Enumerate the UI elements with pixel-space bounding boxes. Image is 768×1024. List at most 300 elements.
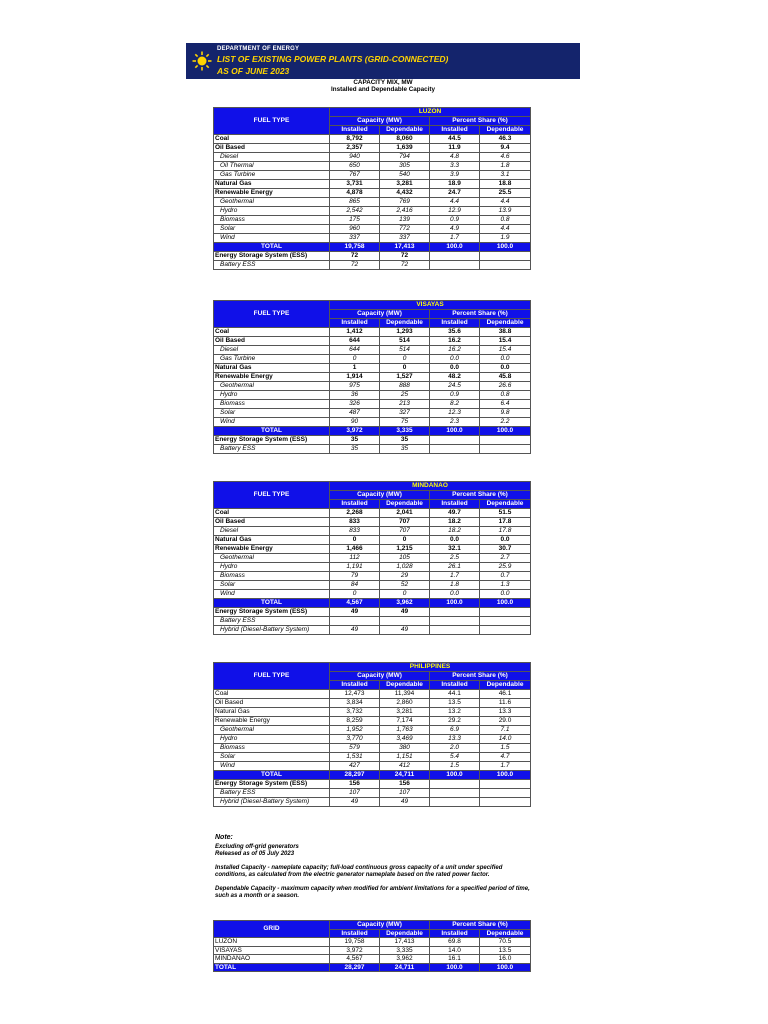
cell-value: 70.5 (480, 938, 531, 947)
cell-value: 1.7 (430, 234, 480, 243)
table-row (214, 382, 531, 391)
cell-value: 0.9 (430, 391, 480, 400)
cell-value (480, 798, 531, 807)
cell-value: 51.5 (480, 509, 531, 518)
table-row (214, 153, 531, 162)
luzon-table (213, 107, 530, 270)
fuel-type-header: FUEL TYPE (214, 663, 330, 690)
cell-value: 15.4 (480, 346, 531, 355)
table-row (214, 536, 531, 545)
cell-value: 2.7 (480, 554, 531, 563)
cell-value: 0 (330, 355, 380, 364)
row-label: Biomass (214, 400, 330, 409)
table-row (214, 735, 531, 744)
row-label: Battery ESS (214, 789, 330, 798)
cell-value: 36 (330, 391, 380, 400)
row-label: Hydro (214, 207, 330, 216)
table-subtitle (186, 79, 580, 93)
cell-value: 24,711 (380, 771, 430, 780)
row-label: Biomass (214, 744, 330, 753)
table-row (214, 364, 531, 373)
dependable-header: Dependable (480, 929, 531, 938)
table-row (214, 946, 531, 955)
table-row (214, 144, 531, 153)
cell-value: 833 (330, 527, 380, 536)
row-label: Energy Storage System (ESS) (214, 608, 330, 617)
cell-value: 412 (380, 762, 430, 771)
cell-value: 46.1 (480, 690, 531, 699)
table-row (214, 216, 531, 225)
dependable-header: Dependable (380, 500, 430, 509)
cell-value: 2,041 (380, 509, 430, 518)
cell-value: 90 (330, 418, 380, 427)
cell-value: 4.9 (430, 225, 480, 234)
capacity-table (213, 662, 531, 807)
table-row (214, 409, 531, 418)
cell-value (480, 780, 531, 789)
cell-value: 156 (330, 780, 380, 789)
row-label: Natural Gas (214, 180, 330, 189)
cell-value: 13.3 (480, 708, 531, 717)
cell-value: 44.1 (430, 690, 480, 699)
cell-value (480, 261, 531, 270)
cell-value: 326 (330, 400, 380, 409)
cell-value: 9.4 (480, 144, 531, 153)
dependable-header: Dependable (380, 126, 430, 135)
cell-value: 3,281 (380, 180, 430, 189)
table-row (214, 608, 531, 617)
cell-value: 24.7 (430, 189, 480, 198)
cell-value: 24,711 (380, 963, 430, 972)
cell-value: 17,413 (380, 243, 430, 252)
cell-value: 5.4 (430, 753, 480, 762)
table-row (214, 328, 531, 337)
cell-value: 0 (380, 590, 430, 599)
cell-value: 79 (330, 572, 380, 581)
cell-value: 2,357 (330, 144, 380, 153)
total-row (214, 599, 531, 608)
region-header: MINDANAO (330, 482, 531, 491)
cell-value: 772 (380, 225, 430, 234)
row-label: Diesel (214, 527, 330, 536)
row-label: TOTAL (214, 427, 330, 436)
cell-value: 46.3 (480, 135, 531, 144)
row-label: TOTAL (214, 963, 330, 972)
installed-header: Installed (430, 319, 480, 328)
cell-value: 19,758 (330, 938, 380, 947)
cell-value: 25.9 (480, 563, 531, 572)
row-label: Wind (214, 234, 330, 243)
table-row (214, 545, 531, 554)
cell-value: 0 (380, 536, 430, 545)
cell-value: 337 (330, 234, 380, 243)
cell-value: 3,335 (380, 946, 430, 955)
cell-value: 0.9 (430, 216, 480, 225)
row-label: Renewable Energy (214, 545, 330, 554)
row-label: Solar (214, 225, 330, 234)
page-date: AS OF JUNE 2023 (217, 66, 290, 76)
table-row (214, 418, 531, 427)
row-label: Renewable Energy (214, 373, 330, 382)
cell-value: 1,639 (380, 144, 430, 153)
cell-value: 100.0 (480, 771, 531, 780)
row-label: Geothermal (214, 554, 330, 563)
row-label: Diesel (214, 346, 330, 355)
table-row (214, 798, 531, 807)
total-row (214, 771, 531, 780)
cell-value (480, 445, 531, 454)
installed-header: Installed (330, 126, 380, 135)
table-row (214, 337, 531, 346)
table-row (214, 436, 531, 445)
capacity-table (213, 481, 531, 635)
cell-value: 4.6 (480, 153, 531, 162)
row-label: Solar (214, 409, 330, 418)
cell-value: 2.3 (430, 418, 480, 427)
installed-header: Installed (430, 126, 480, 135)
row-label: Hybrid (Diesel-Battery System) (214, 626, 330, 635)
cell-value: 11.6 (480, 699, 531, 708)
grid-summary-table (213, 920, 530, 972)
cell-value: 8,792 (330, 135, 380, 144)
cell-value: 28,297 (330, 771, 380, 780)
cell-value: 3,469 (380, 735, 430, 744)
cell-value: 30.7 (480, 545, 531, 554)
table-row (214, 699, 531, 708)
cell-value: 2,268 (330, 509, 380, 518)
cell-value: 0 (330, 590, 380, 599)
cell-value: 1.8 (480, 162, 531, 171)
table-row (214, 780, 531, 789)
table-row (214, 135, 531, 144)
row-label: Gas Turbine (214, 355, 330, 364)
header-banner (186, 43, 580, 79)
cell-value: 1,412 (330, 328, 380, 337)
cell-value: 100.0 (480, 427, 531, 436)
cell-value: 1.9 (480, 234, 531, 243)
cell-value: 100.0 (430, 771, 480, 780)
cell-value (430, 780, 480, 789)
row-label: Geothermal (214, 382, 330, 391)
cell-value: 100.0 (430, 427, 480, 436)
row-label: TOTAL (214, 599, 330, 608)
row-label: Coal (214, 509, 330, 518)
row-label: Oil Based (214, 699, 330, 708)
cell-value: 327 (380, 409, 430, 418)
cell-value: 540 (380, 171, 430, 180)
cell-value: 865 (330, 198, 380, 207)
table-row (214, 744, 531, 753)
cell-value: 49 (330, 798, 380, 807)
installed-header: Installed (430, 500, 480, 509)
cell-value: 337 (380, 234, 430, 243)
cell-value: 35 (380, 436, 430, 445)
notes-line2: Released as of 05 July 2023 (215, 851, 295, 857)
cell-value: 35 (330, 445, 380, 454)
cell-value: 2,860 (380, 699, 430, 708)
row-label: Battery ESS (214, 445, 330, 454)
table-row (214, 355, 531, 364)
cell-value: 17,413 (380, 938, 430, 947)
cell-value: 0.0 (430, 364, 480, 373)
row-label: Hybrid (Diesel-Battery System) (214, 798, 330, 807)
cell-value: 1,531 (330, 753, 380, 762)
table-row (214, 617, 531, 626)
visayas-table (213, 300, 530, 454)
cell-value: 7.1 (480, 726, 531, 735)
cell-value: 84 (330, 581, 380, 590)
cell-value: 644 (330, 346, 380, 355)
total-row (214, 243, 531, 252)
grid-header: GRID (214, 921, 330, 938)
table-row (214, 762, 531, 771)
row-label: Oil Based (214, 337, 330, 346)
cell-value: 28,297 (330, 963, 380, 972)
cell-value: 2.5 (430, 554, 480, 563)
cell-value: 29.0 (480, 717, 531, 726)
cell-value: 1.3 (480, 581, 531, 590)
cell-value: 0.0 (430, 355, 480, 364)
grid-table (213, 920, 531, 972)
row-label: Wind (214, 590, 330, 599)
cell-value: 2.2 (480, 418, 531, 427)
cell-value: 487 (330, 409, 380, 418)
cell-value: 0.0 (430, 536, 480, 545)
cell-value: 650 (330, 162, 380, 171)
cell-value: 25 (380, 391, 430, 400)
table-row (214, 626, 531, 635)
cell-value: 1.8 (430, 581, 480, 590)
cell-value: 3,731 (330, 180, 380, 189)
cell-value: 45.8 (480, 373, 531, 382)
cell-value: 0 (330, 536, 380, 545)
cell-value (430, 252, 480, 261)
cell-value: 4.7 (480, 753, 531, 762)
cell-value: 11.9 (430, 144, 480, 153)
cell-value: 3,962 (380, 955, 430, 964)
cell-value: 25.5 (480, 189, 531, 198)
cell-value (430, 436, 480, 445)
cell-value: 14.0 (430, 946, 480, 955)
cell-value: 0.8 (480, 391, 531, 400)
cell-value: 833 (330, 518, 380, 527)
cell-value: 0.8 (480, 216, 531, 225)
cell-value: 105 (380, 554, 430, 563)
cell-value: 13.9 (480, 207, 531, 216)
table-row (214, 581, 531, 590)
row-label: Renewable Energy (214, 717, 330, 726)
cell-value (430, 445, 480, 454)
cell-value: 29 (380, 572, 430, 581)
cell-value: 35.6 (430, 328, 480, 337)
cell-value: 8,060 (380, 135, 430, 144)
share-header: Percent Share (%) (430, 310, 531, 319)
cell-value: 644 (330, 337, 380, 346)
table-row (214, 938, 531, 947)
cell-value: 38.8 (480, 328, 531, 337)
cell-value: 1.7 (480, 762, 531, 771)
region-header: PHILIPPINES (330, 663, 531, 672)
cell-value: 0.0 (480, 590, 531, 599)
cell-value: 100.0 (430, 599, 480, 608)
row-label: MINDANAO (214, 955, 330, 964)
cell-value: 0 (380, 355, 430, 364)
row-label: Geothermal (214, 198, 330, 207)
cell-value (430, 789, 480, 798)
cell-value: 72 (330, 261, 380, 270)
cell-value (430, 261, 480, 270)
row-label: Natural Gas (214, 708, 330, 717)
table-row (214, 690, 531, 699)
row-label: Biomass (214, 216, 330, 225)
department-name: DEPARTMENT OF ENERGY (217, 46, 300, 52)
cell-value: 16.2 (430, 337, 480, 346)
row-label: Battery ESS (214, 261, 330, 270)
cell-value: 49 (380, 608, 430, 617)
cell-value: 100.0 (480, 963, 531, 972)
cell-value: 2,542 (330, 207, 380, 216)
cell-value: 13.2 (430, 708, 480, 717)
cell-value: 975 (330, 382, 380, 391)
cell-value: 49.7 (430, 509, 480, 518)
cell-value: 0.7 (480, 572, 531, 581)
cell-value: 1,763 (380, 726, 430, 735)
cell-value (430, 617, 480, 626)
cell-value: 0.0 (480, 364, 531, 373)
installed-header: Installed (330, 500, 380, 509)
cell-value: 49 (330, 626, 380, 635)
cell-value: 107 (380, 789, 430, 798)
capacity-header: Capacity (MW) (330, 491, 430, 500)
page-title: LIST OF EXISTING POWER PLANTS (GRID-CONNECTED) (217, 54, 449, 64)
installed-header: Installed (430, 681, 480, 690)
cell-value: 769 (380, 198, 430, 207)
table-row (214, 563, 531, 572)
cell-value: 579 (330, 744, 380, 753)
cell-value: 1,191 (330, 563, 380, 572)
cell-value: 3,335 (380, 427, 430, 436)
installed-header: Installed (430, 929, 480, 938)
cell-value: 4.4 (480, 225, 531, 234)
cell-value: 13.5 (430, 699, 480, 708)
table-row (214, 391, 531, 400)
cell-value (430, 608, 480, 617)
table-row (214, 346, 531, 355)
dependable-header: Dependable (380, 319, 430, 328)
capacity-header: Capacity (MW) (330, 310, 430, 319)
cell-value: 72 (330, 252, 380, 261)
row-label: Geothermal (214, 726, 330, 735)
row-label: Solar (214, 753, 330, 762)
cell-value: 6.9 (430, 726, 480, 735)
cell-value: 100.0 (430, 963, 480, 972)
total-row (214, 427, 531, 436)
cell-value: 100.0 (480, 599, 531, 608)
cell-value (480, 626, 531, 635)
row-label: Wind (214, 762, 330, 771)
row-label: Energy Storage System (ESS) (214, 780, 330, 789)
cell-value: 72 (380, 252, 430, 261)
cell-value: 3.9 (430, 171, 480, 180)
row-label: Hydro (214, 735, 330, 744)
cell-value: 4.4 (430, 198, 480, 207)
dependable-header: Dependable (480, 681, 531, 690)
share-header: Percent Share (%) (430, 117, 531, 126)
cell-value: 707 (380, 527, 430, 536)
cell-value: 49 (380, 626, 430, 635)
dependable-definition: Dependable Capacity - maximum capacity when modified for ambient limitations for a specified period of time, such as a month or a season. (215, 885, 530, 899)
cell-value: 26.1 (430, 563, 480, 572)
cell-value: 18.2 (430, 518, 480, 527)
cell-value: 427 (330, 762, 380, 771)
cell-value: 7,174 (380, 717, 430, 726)
cell-value: 707 (380, 518, 430, 527)
cell-value: 1.5 (480, 744, 531, 753)
table-row (214, 726, 531, 735)
cell-value: 107 (330, 789, 380, 798)
table-row (214, 225, 531, 234)
row-label: Gas Turbine (214, 171, 330, 180)
cell-value: 3,972 (330, 946, 380, 955)
philippines-table (213, 662, 530, 807)
dependable-header: Dependable (480, 126, 531, 135)
dependable-header: Dependable (380, 681, 430, 690)
doe-logo-icon (192, 51, 212, 71)
cell-value: 35 (380, 445, 430, 454)
table-row (214, 554, 531, 563)
table-row (214, 162, 531, 171)
cell-value: 767 (330, 171, 380, 180)
dependable-header: Dependable (380, 929, 430, 938)
cell-value: 3,972 (330, 427, 380, 436)
cell-value: 17.8 (480, 527, 531, 536)
cell-value: 100.0 (430, 243, 480, 252)
row-label: Battery ESS (214, 617, 330, 626)
cell-value: 4,567 (330, 955, 380, 964)
cell-value: 175 (330, 216, 380, 225)
cell-value: 1,028 (380, 563, 430, 572)
row-label: Diesel (214, 153, 330, 162)
cell-value: 0.0 (480, 355, 531, 364)
capacity-table (213, 300, 531, 454)
cell-value: 35 (330, 436, 380, 445)
cell-value (480, 252, 531, 261)
table-row (214, 753, 531, 762)
cell-value (330, 617, 380, 626)
table-row (214, 955, 531, 964)
cell-value: 0.0 (430, 590, 480, 599)
cell-value: 1,293 (380, 328, 430, 337)
cell-value: 3,962 (380, 599, 430, 608)
dependable-header: Dependable (480, 319, 531, 328)
cell-value: 112 (330, 554, 380, 563)
row-label: Coal (214, 135, 330, 144)
cell-value (480, 789, 531, 798)
cell-value: 0 (380, 364, 430, 373)
cell-value: 17.8 (480, 518, 531, 527)
table-row (214, 207, 531, 216)
cell-value: 16.0 (480, 955, 531, 964)
row-label: Renewable Energy (214, 189, 330, 198)
cell-value: 24.5 (430, 382, 480, 391)
cell-value: 13.5 (480, 946, 531, 955)
cell-value: 3,732 (330, 708, 380, 717)
cell-value (480, 436, 531, 445)
share-header: Percent Share (%) (430, 921, 531, 930)
table-row (214, 180, 531, 189)
cell-value: 12.3 (430, 409, 480, 418)
cell-value: 12.9 (430, 207, 480, 216)
